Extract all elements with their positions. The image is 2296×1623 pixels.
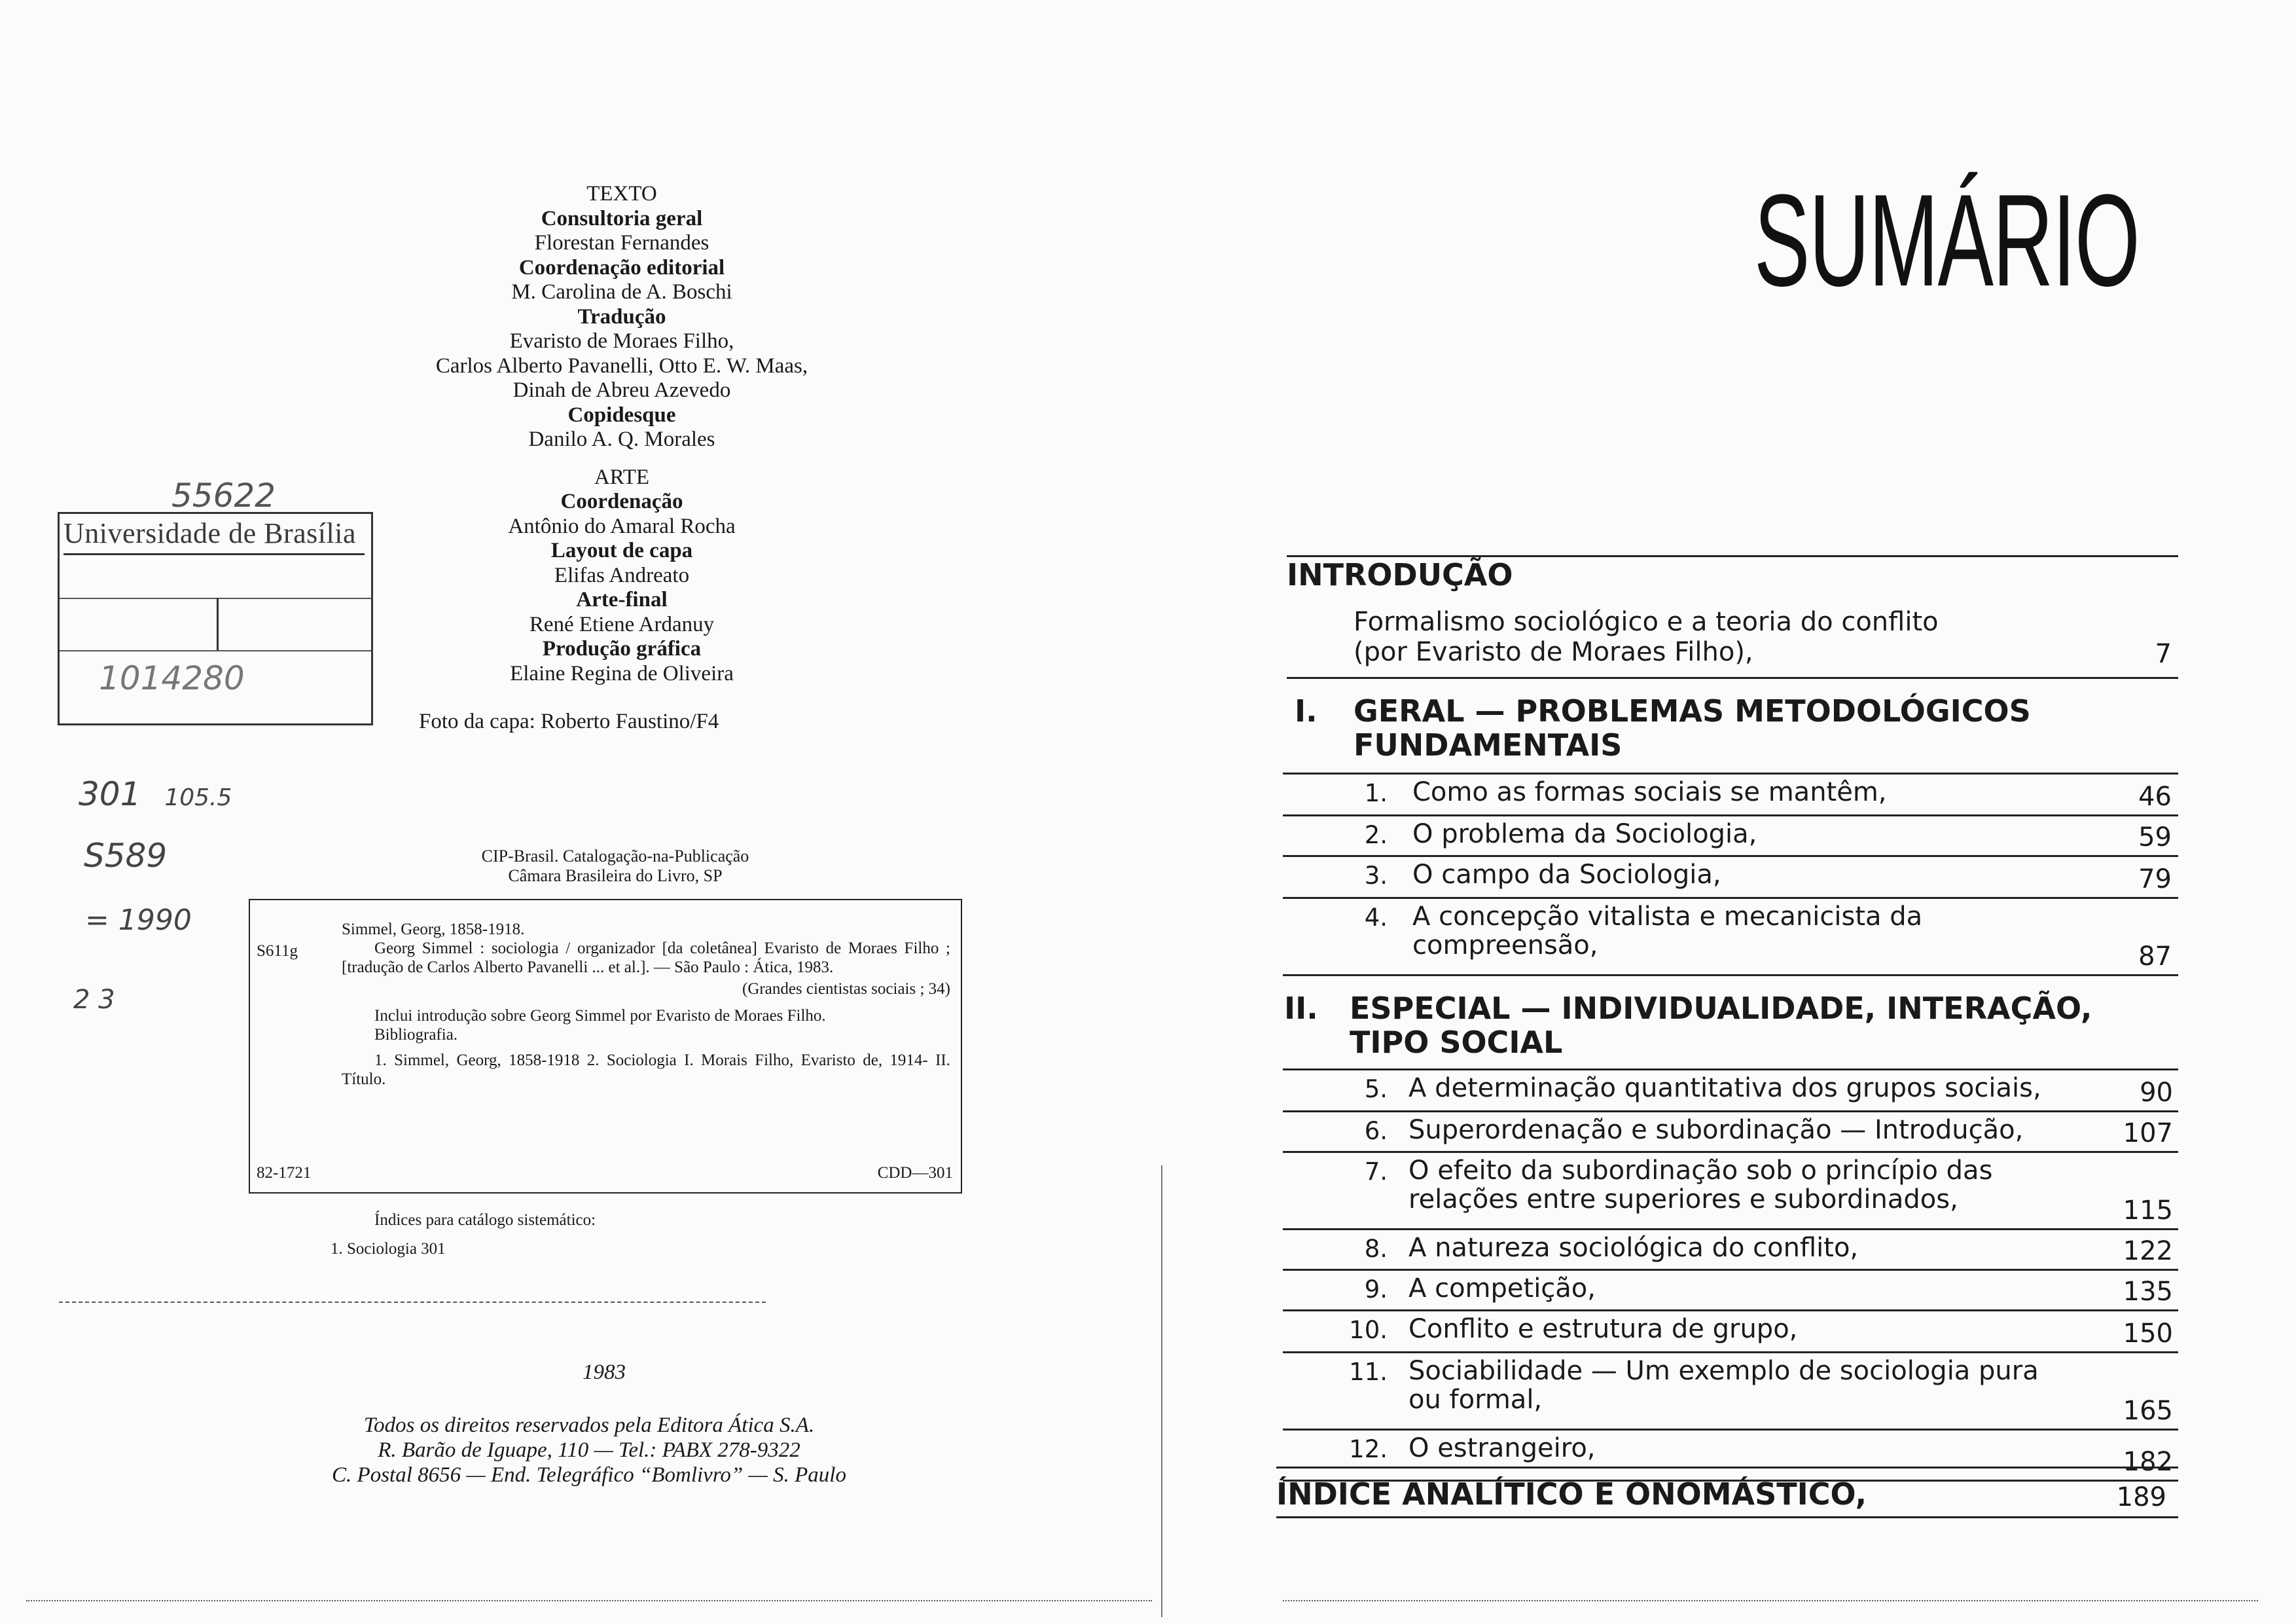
producao-name: Elaine Regina de Oliveira <box>510 661 734 685</box>
toc-entry-title[interactable]: O problema da Sociologia, <box>1412 819 1757 849</box>
catalog-card <box>249 899 962 1194</box>
note1: Inclui introdução sobre Georg Simmel por Evaristo de Moraes Filho. <box>374 1007 826 1025</box>
toc-entry-title[interactable]: O efeito da subordinação sob o princípio das <box>1408 1156 1993 1186</box>
part1-heading-line1: GERAL — PROBLEMAS METODOLÓGICOS <box>1354 693 2031 729</box>
toc-rule <box>1283 1068 2178 1070</box>
toc-rule <box>1283 855 2178 857</box>
toc-entry-title-cont[interactable]: compreensão, <box>1412 930 1598 960</box>
toc-entry-number: 7. <box>1364 1158 1388 1186</box>
toc-entry-number: 1. <box>1364 779 1388 807</box>
credits-block <box>353 182 890 686</box>
toc-rule <box>1283 1110 2178 1112</box>
publisher-line3: C. Postal 8656 — End. Telegráfico “Bomlivro” — S. Paulo <box>332 1463 846 1487</box>
call-number-line4: 2 3 <box>73 985 115 1015</box>
intro-line2: (por Evaristo de Moraes Filho), <box>1354 637 1753 667</box>
part1-numeral: I. <box>1295 693 1318 729</box>
intro-page: 7 <box>2155 639 2172 669</box>
toc-entry-number: 10. <box>1349 1316 1388 1344</box>
toc-entry-page: 90 <box>2140 1078 2173 1108</box>
catalog-entry <box>342 920 950 1089</box>
toc-entry-number: 3. <box>1364 862 1388 890</box>
toc-entry-page: 135 <box>2123 1277 2173 1307</box>
traducao-label: Tradução <box>577 304 666 329</box>
library-stamp <box>58 512 373 725</box>
toc-entry-title[interactable]: O campo da Sociologia, <box>1412 860 1721 890</box>
toc-rule <box>1283 1151 2178 1153</box>
tracings: 1. Simmel, Georg, 1858-1918 2. Sociologia I. Morais Filho, Evaristo de, 1914- II. Título. <box>342 1051 950 1088</box>
part1-heading-line2: FUNDAMENTAIS <box>1354 727 1623 763</box>
call-number-line3: = 1990 <box>85 903 192 937</box>
toc-entry-page: 59 <box>2138 822 2172 852</box>
toc-entry-title[interactable]: Superordenação e subordinação — Introdução, <box>1408 1115 2024 1145</box>
toc-entry-title[interactable]: Conflito e estrutura de grupo, <box>1408 1314 1798 1344</box>
toc-rule <box>1283 814 2178 816</box>
publisher-block <box>249 1413 929 1487</box>
stamp-rule <box>60 598 371 599</box>
part2-numeral: II. <box>1284 991 1318 1026</box>
toc-entry-title[interactable]: A determinação quantitativa dos grupos sociais, <box>1408 1073 2041 1103</box>
toc-entry-number: 11. <box>1349 1358 1388 1386</box>
stamp-handwritten-bottom: 1014280 <box>99 659 245 697</box>
toc-rule <box>1283 897 2178 899</box>
texto-heading: TEXTO <box>586 182 657 206</box>
toc-rule <box>1283 974 2178 976</box>
toc-entry-page: 46 <box>2138 782 2172 812</box>
stamp-institution: Universidade de Brasília <box>63 514 365 555</box>
toc-rule <box>1287 677 2178 679</box>
arte-heading: ARTE <box>594 465 650 489</box>
call-number-class-ext: 105.5 <box>164 784 232 811</box>
intro-heading: INTRODUÇÃO <box>1287 557 1513 593</box>
consultoria-label: Consultoria geral <box>541 206 703 230</box>
index-item: 1. Sociologia 301 <box>331 1240 446 1258</box>
class-code: S611g <box>257 942 298 960</box>
toc-rule <box>1283 1309 2178 1311</box>
part2-heading-line2: TIPO SOCIAL <box>1350 1025 1563 1060</box>
cip-heading <box>367 847 864 886</box>
card-number: 82-1721 <box>257 1164 312 1182</box>
toc-entry-number: 5. <box>1364 1075 1388 1103</box>
intro-line1: Formalismo sociológico e a teoria do conflito <box>1354 607 1939 637</box>
toc-entry-page: 150 <box>2123 1319 2173 1349</box>
toc-entry-page: 165 <box>2123 1396 2173 1426</box>
traducao-line2: Carlos Alberto Pavanelli, Otto E. W. Maas, <box>435 354 808 378</box>
stamp-divider <box>217 598 219 650</box>
toc-entry-number: 6. <box>1364 1117 1388 1145</box>
gutter-line <box>1161 1165 1162 1617</box>
photo-credit: Foto da capa: Roberto Faustino/F4 <box>419 710 719 733</box>
publisher-line2: R. Barão de Iguape, 110 — Tel.: PABX 278-9322 <box>378 1438 800 1462</box>
toc-entry-title[interactable]: Sociabilidade — Um exemplo de sociologia pura <box>1408 1356 2039 1386</box>
toc-entry-number: 12. <box>1349 1435 1388 1463</box>
scan-dash-line <box>1283 1600 2258 1601</box>
toc-entry-title[interactable]: O estrangeiro, <box>1408 1433 1596 1463</box>
toc-entry-page: 182 <box>2123 1447 2173 1477</box>
part2-heading-line1: ESPECIAL — INDIVIDUALIDADE, INTERAÇÃO, <box>1350 991 2092 1026</box>
toc-entry-title[interactable]: A concepção vitalista e mecanicista da <box>1412 902 1923 932</box>
consultoria-name: Florestan Fernandes <box>534 231 709 255</box>
traducao-line1: Evaristo de Moraes Filho, <box>509 329 734 353</box>
traducao-line3: Dinah de Abreu Azevedo <box>512 378 731 402</box>
index-heading: ÍNDICE ANALÍTICO E ONOMÁSTICO, <box>1276 1476 1867 1512</box>
scan-dash-line <box>59 1302 766 1303</box>
toc-entry-number: 2. <box>1364 821 1388 849</box>
producao-label: Produção gráfica <box>542 637 702 661</box>
stamp-rule <box>60 650 371 651</box>
toc-rule <box>1283 1269 2178 1271</box>
toc-entry-title-cont[interactable]: relações entre superiores e subordinados, <box>1408 1184 1958 1214</box>
call-number-line1 <box>79 775 232 813</box>
toc-entry-number: 8. <box>1364 1235 1388 1263</box>
stamp-handwritten-top: 55622 <box>171 477 276 515</box>
toc-entry-title[interactable]: Como as formas sociais se mantêm, <box>1412 777 1887 807</box>
index-title: Índices para catálogo sistemático: <box>374 1211 596 1229</box>
cip-heading-line1: CIP-Brasil. Catalogação-na-Publicação <box>481 847 749 866</box>
toc-entry-number: 4. <box>1364 903 1388 932</box>
artefinal-label: Arte-final <box>576 588 668 611</box>
toc-entry-number: 9. <box>1364 1275 1388 1304</box>
toc-entry-title[interactable]: A competição, <box>1408 1273 1596 1304</box>
call-number-line2: S589 <box>84 837 168 875</box>
publication-year: 1983 <box>583 1360 626 1384</box>
series-line: (Grandes cientistas sociais ; 34) <box>742 980 950 998</box>
scan-dash-line <box>26 1600 1152 1601</box>
publisher-line1: Todos os direitos reservados pela Editora Ática S.A. <box>363 1413 815 1437</box>
title-line: Georg Simmel : sociologia / organizador [da coletânea] Evaristo de Moraes Filho ; [tradução de Carlos Alberto Pavanelli ... et al.]. — São Paulo : Ática, 1983. <box>342 939 950 976</box>
coordenacao-name: Antônio do Amaral Rocha <box>508 514 736 538</box>
toc-entry-title[interactable]: A natureza sociológica do conflito, <box>1408 1233 1859 1263</box>
toc-entry-page: 79 <box>2138 864 2172 894</box>
sumario-title: SUMÁRIO <box>1754 168 2140 314</box>
cdd-number: CDD—301 <box>877 1164 953 1182</box>
toc-rule <box>1276 1516 2178 1518</box>
toc-rule <box>1283 1351 2178 1353</box>
artefinal-name: René Etiene Ardanuy <box>529 612 715 636</box>
copidesque-name: Danilo A. Q. Morales <box>528 428 715 451</box>
toc-entry-page: 107 <box>2123 1118 2173 1148</box>
toc-rule <box>1283 773 2178 775</box>
layout-label: Layout de capa <box>550 539 693 562</box>
author-line: Simmel, Georg, 1858-1918. <box>342 921 525 938</box>
coordenacao-editorial-label: Coordenação editorial <box>518 255 725 280</box>
cip-heading-line2: Câmara Brasileira do Livro, SP <box>508 866 723 885</box>
toc-entry-page: 122 <box>2123 1236 2173 1266</box>
index-page: 189 <box>2116 1482 2166 1512</box>
toc-rule <box>1283 1228 2178 1230</box>
toc-rule <box>1276 1467 2178 1468</box>
copidesque-label: Copidesque <box>567 403 676 427</box>
layout-name: Elifas Andreato <box>554 563 690 587</box>
coordenacao-label: Coordenação <box>560 490 683 513</box>
note2: Bibliografia. <box>374 1026 458 1044</box>
call-number-class: 301 <box>79 775 141 813</box>
toc-rule <box>1283 1429 2178 1431</box>
toc-entry-page: 87 <box>2138 941 2172 972</box>
toc-entry-title-cont[interactable]: ou formal, <box>1408 1385 1543 1415</box>
coordenacao-editorial-name: M. Carolina de A. Boschi <box>511 280 732 304</box>
toc-entry-page: 115 <box>2123 1195 2173 1226</box>
